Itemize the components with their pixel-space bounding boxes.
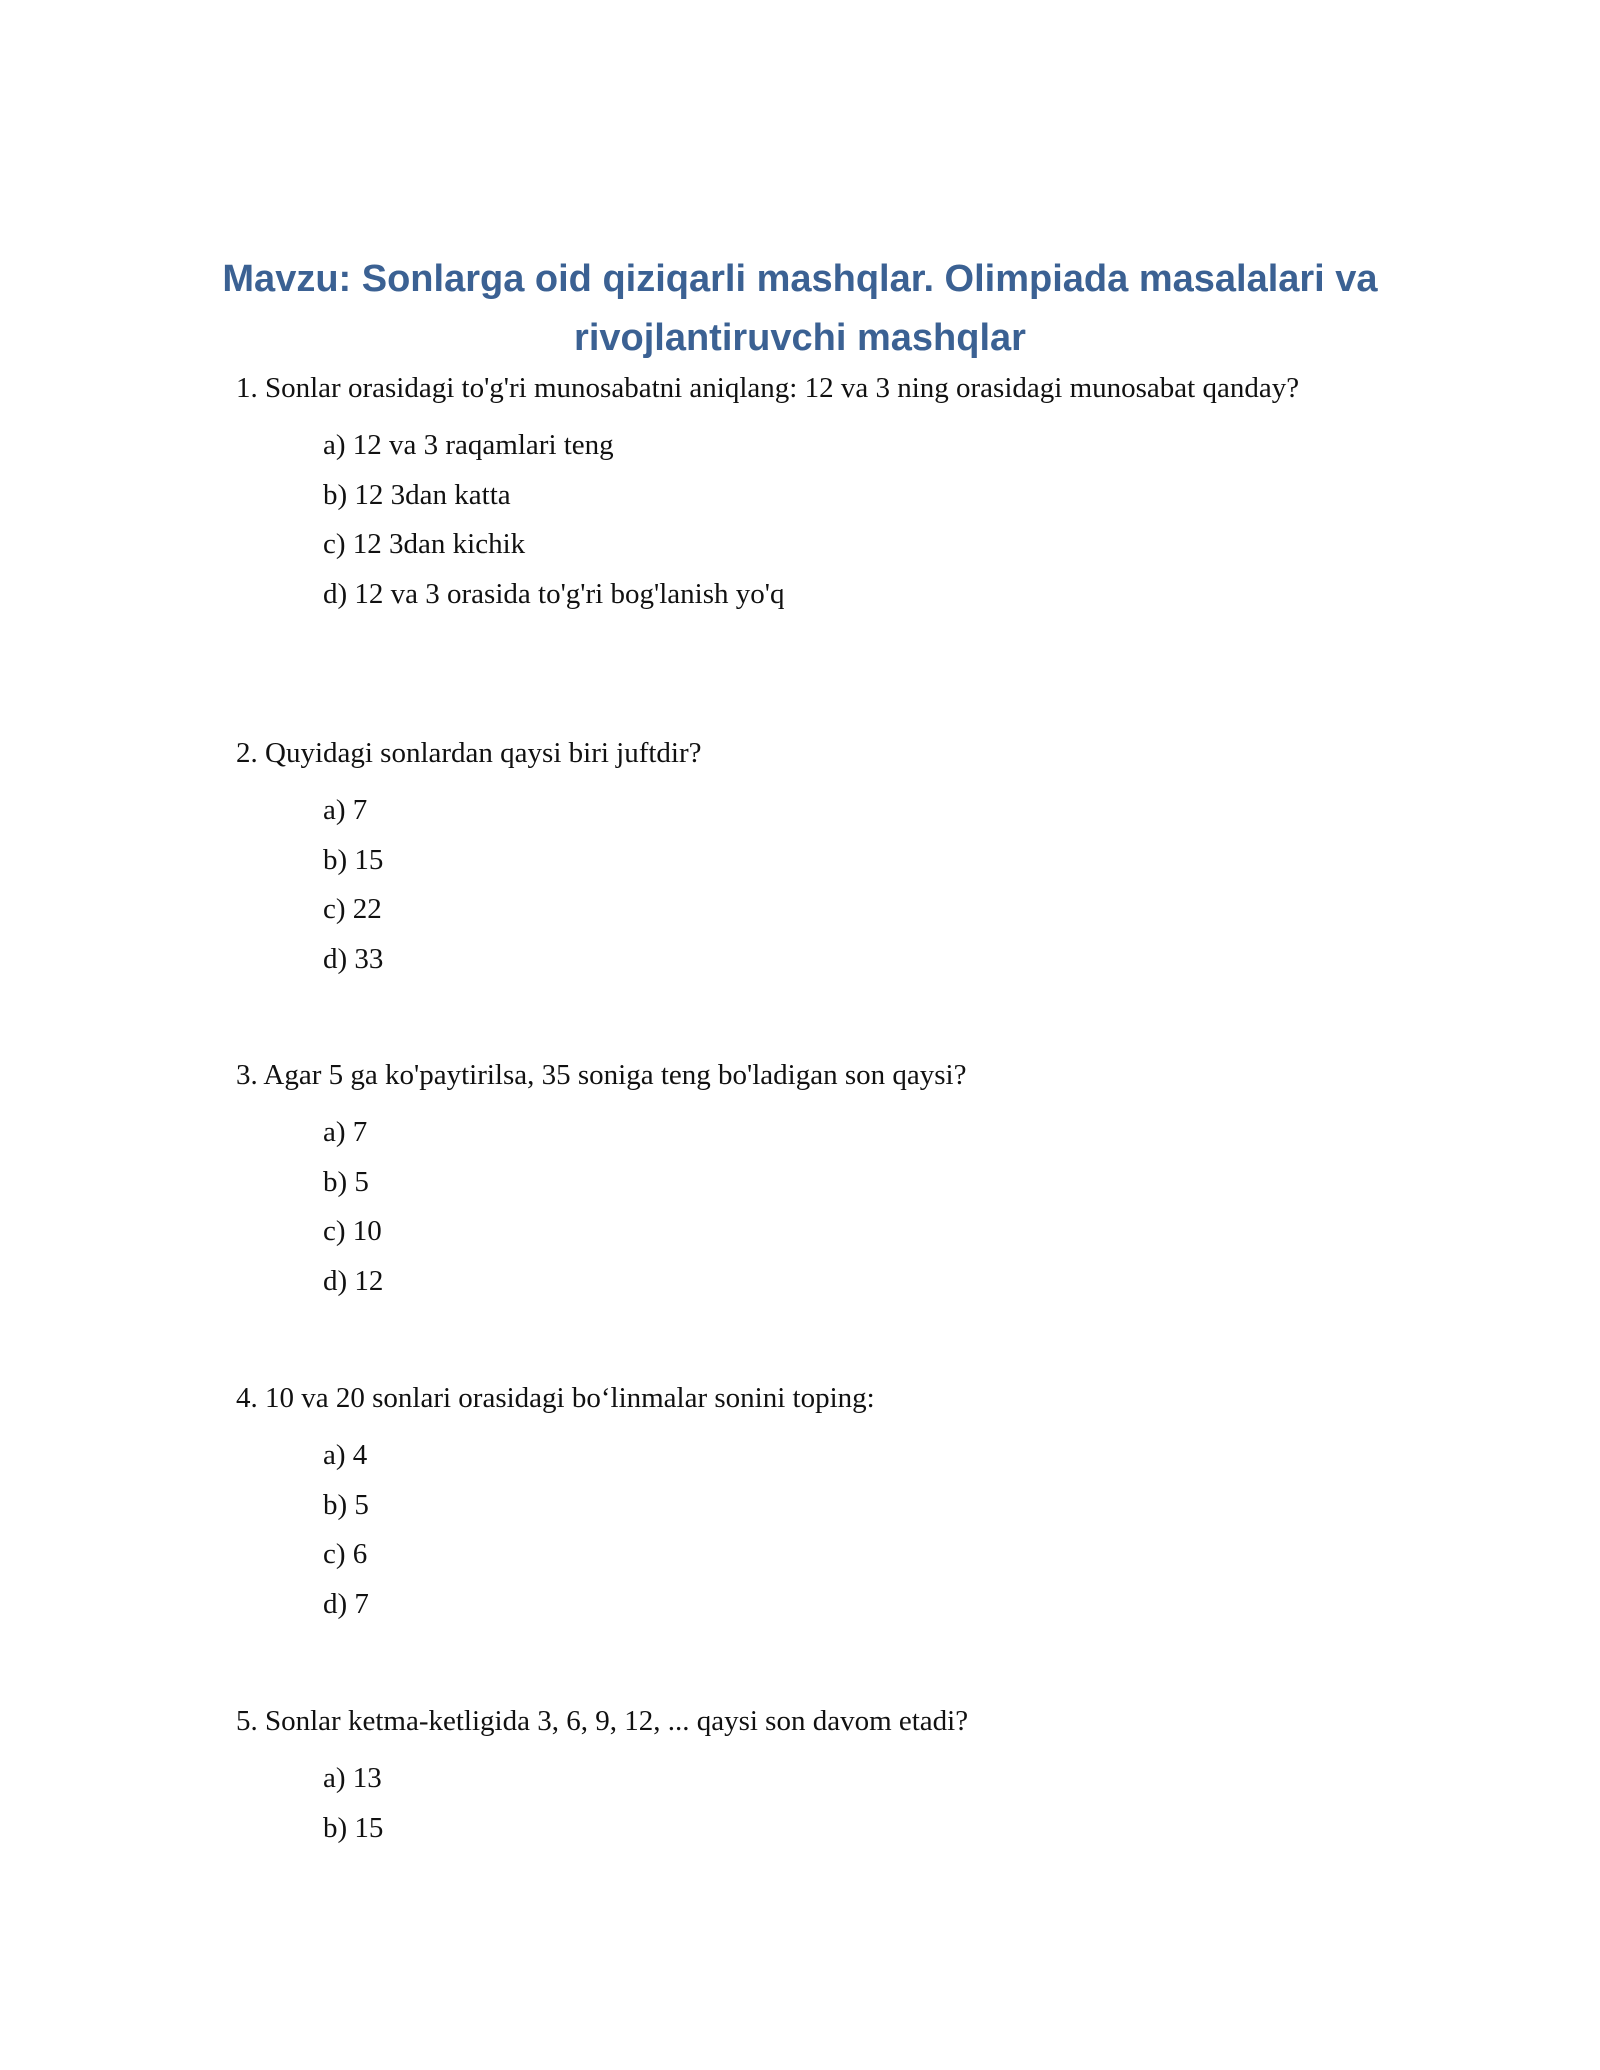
answer-option: a) 7 [323,794,368,826]
answer-option: a) 13 [323,1762,382,1794]
answer-option: a) 7 [323,1116,368,1148]
question-5 [236,1701,1356,1853]
question-text: 4. 10 va 20 sonlari orasidagi bo‘linmalar sonini toping: [236,1382,875,1414]
answer-option: a) 12 va 3 raqamlari teng [323,429,614,461]
answer-option: b) 15 [323,1811,384,1844]
answer-option: c) 12 3dan kichik [323,528,526,560]
answer-option: a) 4 [323,1439,368,1471]
question-text: 1. Sonlar orasidagi to'g'ri munosabatni aniqlang: 12 va 3 ning orasidagi munosabat qanday? [236,372,1300,404]
question-text: 2. Quyidagi sonlardan qaysi biri juftdir? [236,737,702,769]
question-3 [236,1055,1356,1306]
answer-option: b) 15 [323,843,384,876]
question-2 [236,733,1356,984]
answer-option: d) 12 [323,1264,384,1297]
answer-options [236,786,1356,984]
question-text: 3. Agar 5 ga ko'paytirilsa, 35 soniga teng bo'ladigan son qaysi? [236,1059,967,1091]
answer-option: d) 33 [323,942,384,975]
question-4 [236,1378,1356,1629]
question-1 [236,368,1356,619]
answer-option: b) 5 [323,1488,369,1521]
answer-options [236,1108,1356,1306]
answer-options [236,421,1356,619]
answer-option: d) 12 va 3 orasida to'g'ri bog'lanish yo'q [323,577,785,610]
page-title: Mavzu: Sonlarga oid qiziqarli mashqlar. Olimpiada masalalari va rivojlantiruvchi mashqlar [222,258,1378,359]
answer-option: c) 6 [323,1538,368,1570]
question-text: 5. Sonlar ketma-ketligida 3, 6, 9, 12, ... qaysi son davom etadi? [236,1705,969,1737]
answer-options [236,1754,1356,1853]
answer-option: b) 12 3dan katta [323,478,511,511]
answer-options [236,1431,1356,1629]
answer-option: b) 5 [323,1165,369,1198]
answer-option: c) 10 [323,1215,382,1247]
answer-option: d) 7 [323,1587,369,1620]
answer-option: c) 22 [323,893,382,925]
